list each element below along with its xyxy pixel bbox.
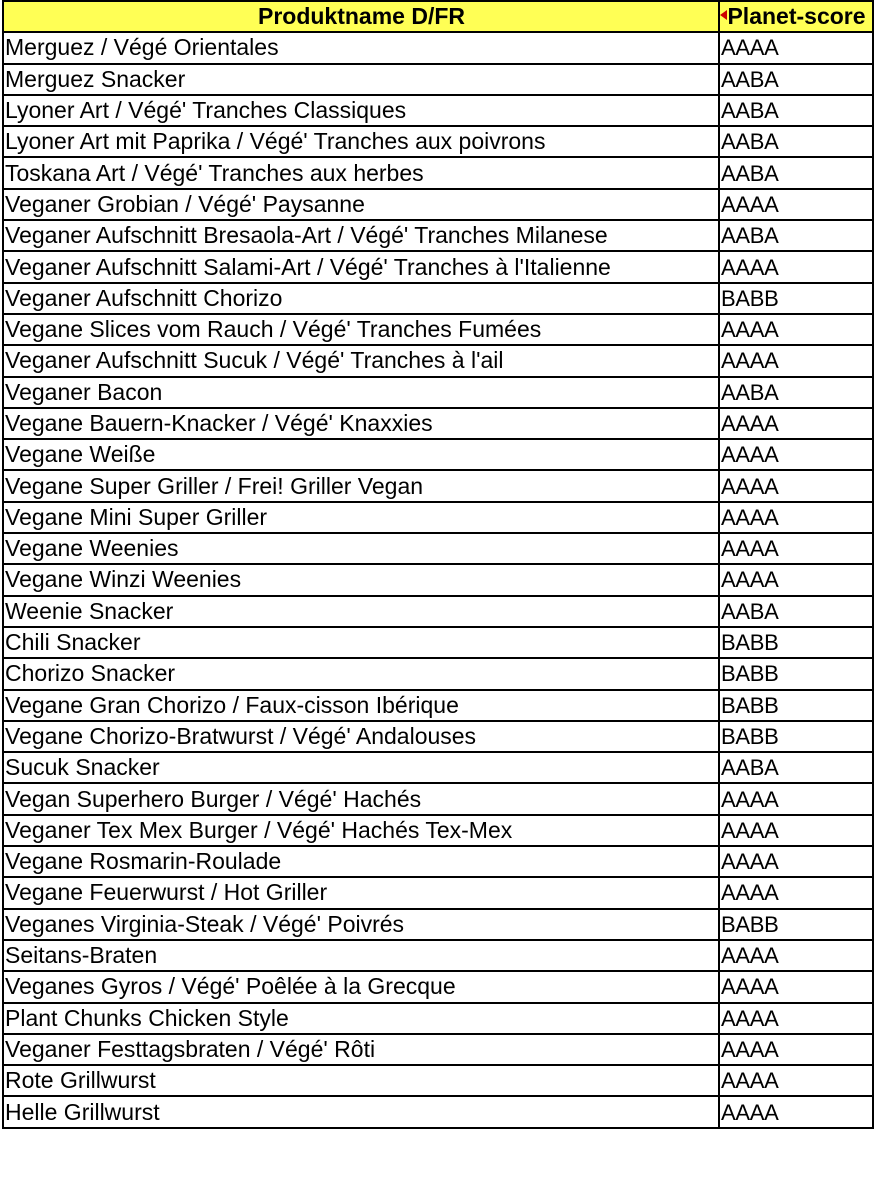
table-row: [3, 846, 873, 877]
planet-score-cell[interactable]: AAAA: [719, 783, 873, 814]
table-row: [3, 502, 873, 533]
planet-score-cell[interactable]: AABA: [719, 220, 873, 251]
planet-score-cell[interactable]: AAAA: [719, 877, 873, 908]
table-row: [3, 533, 873, 564]
planet-score-cell[interactable]: BABB: [719, 627, 873, 658]
table-row: [3, 721, 873, 752]
table-row: [3, 408, 873, 439]
planet-score-cell[interactable]: AAAA: [719, 439, 873, 470]
product-name-cell[interactable]: Seitans-Braten: [3, 940, 719, 971]
table-row: [3, 220, 873, 251]
product-name-cell[interactable]: Veganer Aufschnitt Sucuk / Végé' Tranches à l'ail: [3, 345, 719, 376]
planet-score-cell[interactable]: AABA: [719, 95, 873, 126]
table-row: [3, 1065, 873, 1096]
table-row: [3, 658, 873, 689]
product-name-cell[interactable]: Vegane Slices vom Rauch / Végé' Tranches Fumées: [3, 314, 719, 345]
table-row: [3, 189, 873, 220]
planet-score-cell[interactable]: BABB: [719, 909, 873, 940]
table-row: [3, 470, 873, 501]
table-row: [3, 157, 873, 188]
table-row: [3, 32, 873, 63]
product-name-cell[interactable]: Plant Chunks Chicken Style: [3, 1003, 719, 1034]
table-row: [3, 1096, 873, 1127]
planet-score-cell[interactable]: BABB: [719, 721, 873, 752]
planet-score-cell[interactable]: BABB: [719, 690, 873, 721]
table-row: [3, 877, 873, 908]
planet-score-cell[interactable]: AAAA: [719, 940, 873, 971]
product-name-cell[interactable]: Veganer Aufschnitt Salami-Art / Végé' Tranches à l'Italienne: [3, 251, 719, 282]
product-name-cell[interactable]: Vegane Mini Super Griller: [3, 502, 719, 533]
product-name-cell[interactable]: Weenie Snacker: [3, 596, 719, 627]
table-row: [3, 564, 873, 595]
table-row: [3, 1034, 873, 1065]
planet-score-cell[interactable]: AAAA: [719, 470, 873, 501]
spreadsheet: [2, 0, 874, 1129]
table-row: [3, 377, 873, 408]
product-name-cell[interactable]: Rote Grillwurst: [3, 1065, 719, 1096]
planet-score-cell[interactable]: BABB: [719, 283, 873, 314]
product-name-cell[interactable]: Veganes Gyros / Végé' Poêlée à la Grecque: [3, 971, 719, 1002]
column-header-planet-score-label: Planet-score: [727, 3, 866, 30]
product-name-cell[interactable]: Vegane Gran Chorizo / Faux-cisson Ibérique: [3, 690, 719, 721]
product-name-cell[interactable]: Sucuk Snacker: [3, 752, 719, 783]
planet-score-cell[interactable]: AAAA: [719, 345, 873, 376]
product-name-cell[interactable]: Vegane Winzi Weenies: [3, 564, 719, 595]
product-name-cell[interactable]: Vegane Super Griller / Frei! Griller Vegan: [3, 470, 719, 501]
product-name-cell[interactable]: Veganer Festtagsbraten / Végé' Rôti: [3, 1034, 719, 1065]
planet-score-cell[interactable]: AAAA: [719, 1003, 873, 1034]
table-row: [3, 752, 873, 783]
table-row: [3, 627, 873, 658]
table-row: [3, 1003, 873, 1034]
planet-score-cell[interactable]: AAAA: [719, 533, 873, 564]
product-name-cell[interactable]: Vegane Feuerwurst / Hot Griller: [3, 877, 719, 908]
product-table: [2, 0, 874, 1129]
product-name-cell[interactable]: Veganer Grobian / Végé' Paysanne: [3, 189, 719, 220]
table-row: [3, 439, 873, 470]
planet-score-cell[interactable]: AAAA: [719, 251, 873, 282]
product-name-cell[interactable]: Chili Snacker: [3, 627, 719, 658]
planet-score-cell[interactable]: AAAA: [719, 971, 873, 1002]
product-name-cell[interactable]: Vegane Chorizo-Bratwurst / Végé' Andalouses: [3, 721, 719, 752]
planet-score-cell[interactable]: AAAA: [719, 564, 873, 595]
product-name-cell[interactable]: Veganer Tex Mex Burger / Végé' Hachés Tex-Mex: [3, 815, 719, 846]
product-name-cell[interactable]: Merguez Snacker: [3, 64, 719, 95]
table-row: [3, 64, 873, 95]
planet-score-cell[interactable]: AAAA: [719, 846, 873, 877]
product-name-cell[interactable]: Veganer Bacon: [3, 377, 719, 408]
planet-score-cell[interactable]: AABA: [719, 596, 873, 627]
table-row: [3, 690, 873, 721]
planet-score-cell[interactable]: AABA: [719, 157, 873, 188]
table-row: [3, 345, 873, 376]
table-row: [3, 815, 873, 846]
product-name-cell[interactable]: Veganer Aufschnitt Chorizo: [3, 283, 719, 314]
product-name-cell[interactable]: Lyoner Art / Végé' Tranches Classiques: [3, 95, 719, 126]
table-row: [3, 126, 873, 157]
table-row: [3, 971, 873, 1002]
product-name-cell[interactable]: Lyoner Art mit Paprika / Végé' Tranches aux poivrons: [3, 126, 719, 157]
planet-score-cell[interactable]: AAAA: [719, 189, 873, 220]
table-row: [3, 95, 873, 126]
planet-score-cell[interactable]: AAAA: [719, 815, 873, 846]
planet-score-cell[interactable]: AAAA: [719, 502, 873, 533]
table-body: [3, 32, 873, 1127]
product-name-cell[interactable]: Vegan Superhero Burger / Végé' Hachés: [3, 783, 719, 814]
planet-score-cell[interactable]: AAAA: [719, 408, 873, 439]
planet-score-cell[interactable]: AABA: [719, 126, 873, 157]
column-header-planet-score[interactable]: [719, 1, 873, 32]
table-row: [3, 783, 873, 814]
product-name-cell[interactable]: Veganes Virginia-Steak / Végé' Poivrés: [3, 909, 719, 940]
table-row: [3, 596, 873, 627]
product-name-cell[interactable]: Vegane Weiße: [3, 439, 719, 470]
planet-score-cell[interactable]: AAAA: [719, 1065, 873, 1096]
table-row: [3, 940, 873, 971]
product-name-cell[interactable]: Helle Grillwurst: [3, 1096, 719, 1127]
column-header-product-name[interactable]: Produktname D/FR: [3, 1, 719, 32]
planet-score-cell[interactable]: AAAA: [719, 314, 873, 345]
planet-score-cell[interactable]: AAAA: [719, 1096, 873, 1127]
table-row: [3, 909, 873, 940]
planet-score-cell[interactable]: AABA: [719, 752, 873, 783]
table-row: [3, 314, 873, 345]
planet-score-cell[interactable]: AAAA: [719, 1034, 873, 1065]
product-name-cell[interactable]: Vegane Bauern-Knacker / Végé' Knaxxies: [3, 408, 719, 439]
header-row: [3, 1, 873, 32]
planet-score-cell[interactable]: AABA: [719, 64, 873, 95]
product-name-cell[interactable]: Toskana Art / Végé' Tranches aux herbes: [3, 157, 719, 188]
text-overflow-marker-icon: [720, 10, 727, 20]
product-name-cell[interactable]: Veganer Aufschnitt Bresaola-Art / Végé' Tranches Milanese: [3, 220, 719, 251]
table-row: [3, 251, 873, 282]
product-name-cell[interactable]: Chorizo Snacker: [3, 658, 719, 689]
product-name-cell[interactable]: Merguez / Végé Orientales: [3, 32, 719, 63]
product-name-cell[interactable]: Vegane Rosmarin-Roulade: [3, 846, 719, 877]
planet-score-cell[interactable]: AABA: [719, 377, 873, 408]
product-name-cell[interactable]: Vegane Weenies: [3, 533, 719, 564]
table-row: [3, 283, 873, 314]
planet-score-cell[interactable]: AAAA: [719, 32, 873, 63]
planet-score-cell[interactable]: BABB: [719, 658, 873, 689]
